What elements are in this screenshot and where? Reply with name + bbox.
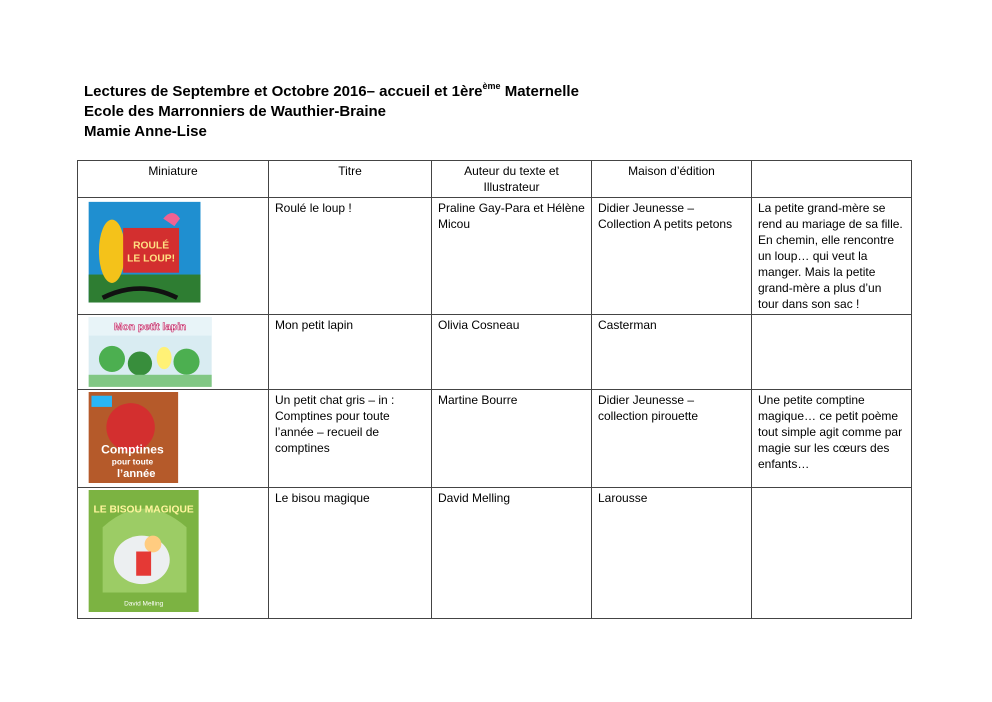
author-cell: Martine Bourre (432, 390, 592, 488)
books-table (77, 160, 912, 619)
header-titre: Titre (269, 161, 432, 198)
miniature-cell (78, 488, 269, 619)
svg-text:David Melling: David Melling (124, 600, 164, 608)
header-miniature: Miniature (78, 161, 269, 198)
heading-line-2: Ecole des Marronniers de Wauthier-Braine (84, 103, 387, 120)
summary-cell (752, 488, 912, 619)
summary-cell: La petite grand-mère se rend au mariage de sa fille. En chemin, elle rencontre un loup… qui veut la manger. Mais la petite grand-mère a plus d’un tour dans son sac ! (752, 198, 912, 315)
author-cell: Olivia Cosneau (432, 315, 592, 390)
header-maison-edition: Maison d’édition (592, 161, 752, 198)
title-cell: Un petit chat gris – in : Comptines pour toute l’année – recueil de comptines (269, 390, 432, 488)
publisher-cell: Casterman (592, 315, 752, 390)
heading-line-1: Lectures de Septembre et Octobre 2016– accueil et 1ère$^{ème}$ Maternelle (84, 81, 579, 100)
svg-text:Mon petit lapin: Mon petit lapin (114, 322, 187, 334)
svg-text:pour toute: pour toute (111, 456, 154, 467)
mon-petit-lapin-cover (84, 317, 262, 387)
svg-text:l’année: l’année (116, 467, 156, 480)
document-heading (84, 82, 579, 142)
comptines-cover (84, 392, 262, 483)
table-row (78, 390, 912, 488)
svg-text:Comptines: Comptines (101, 442, 164, 457)
svg-text:ROULÉ: ROULÉ (133, 240, 170, 252)
title-cell: Le bisou magique (269, 488, 432, 619)
svg-text:LE BISOU MAGIQUE: LE BISOU MAGIQUE (93, 504, 194, 516)
summary-cell: Une petite comptine magique… ce petit poème tout simple agit comme par magie sur les cœurs des enfants… (752, 390, 912, 488)
miniature-cell (78, 198, 269, 315)
summary-cell (752, 315, 912, 390)
header-auteur: Auteur du texte et Illustrateur (432, 161, 592, 198)
publisher-cell: Larousse (592, 488, 752, 619)
header-resume (752, 161, 912, 198)
svg-text:LE LOUP!: LE LOUP! (127, 253, 176, 265)
author-cell: Praline Gay-Para et Hélène Micou (432, 198, 592, 315)
publisher-cell: Didier Jeunesse – collection pirouette (592, 390, 752, 488)
miniature-cell (78, 315, 269, 390)
author-cell: David Melling (432, 488, 592, 619)
title-cell: Roulé le loup ! (269, 198, 432, 315)
bisou-magique-cover (84, 490, 262, 612)
table-row (78, 198, 912, 315)
table-row (78, 488, 912, 619)
table-header-row (78, 161, 912, 198)
table-row (78, 315, 912, 390)
heading-line-3: Mamie Anne-Lise (84, 123, 207, 140)
publisher-cell: Didier Jeunesse – Collection A petits petons (592, 198, 752, 315)
miniature-cell (78, 390, 269, 488)
roule-le-loup-cover (84, 200, 262, 304)
title-cell: Mon petit lapin (269, 315, 432, 390)
